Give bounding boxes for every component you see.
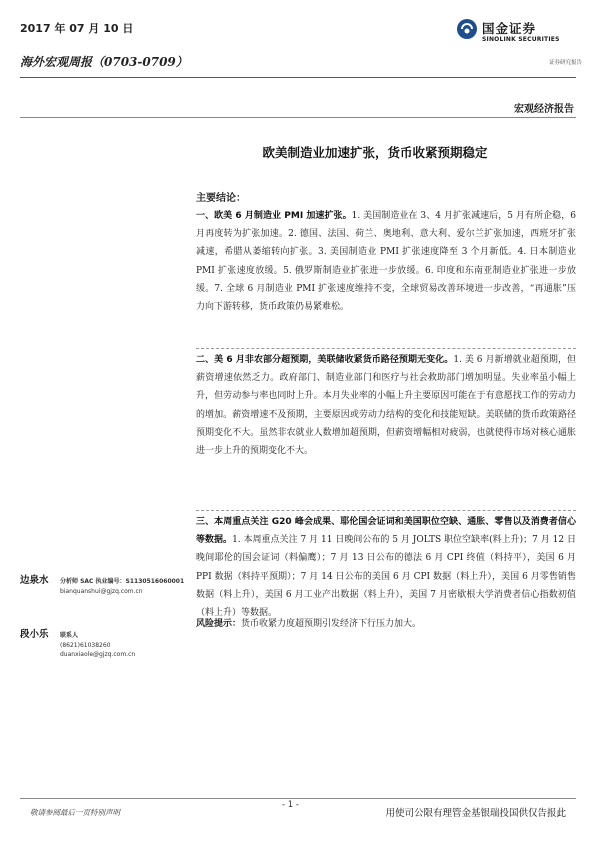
analyst-name: 段小乐 bbox=[20, 629, 49, 640]
risk-warning bbox=[196, 617, 576, 631]
analyst-email[interactable]: duanxiaole@gjzq.com.cn bbox=[60, 651, 136, 658]
point-heading: 三、本周重点关注 G20 峰会成果、耶伦国会证词和美国职位空缺、通胀、零售以及消费者信心等数据。 bbox=[196, 517, 576, 546]
company-logo bbox=[456, 18, 582, 66]
point-divider bbox=[196, 348, 576, 349]
sinolink-logo-icon bbox=[456, 18, 478, 40]
point-heading: 一、欧美 6 月制造业 PMI 加速扩张。 bbox=[196, 211, 352, 221]
report-category: 宏观经济报告 bbox=[514, 104, 574, 115]
analyst-role: 联系人 bbox=[60, 632, 79, 639]
footer-usage-note: 用使司公限有理管金基银瑞投国供仅告报此 bbox=[385, 808, 566, 819]
risk-label: 风险提示： bbox=[196, 619, 242, 629]
page-number: - 1 - bbox=[282, 800, 299, 810]
analyst-role: 分析师 SAC 执业编号：S1130516060001 bbox=[60, 578, 185, 585]
point-body: 1. 本周重点关注 7 月 11 日晚间公布的 5 月 JOLTS 职位空缺率(料上升)；7 月 12 日晚间耶伦的国会证词（料偏鹰）；7 月 13 日公布的德法 6 月 CPI 终值（料持平），美国 6 月 PPI 数据（料持平预期）；7 月 14 日公布的美国 6 月 CPI 数据（料上升），美国 6 月零售销售数据（料上升），美国 6 月工业产出数据（料上升），美国 7 月密歇根大学消费者信心指数初值（料上升）等数据。 bbox=[196, 535, 576, 619]
logo-name-cn: 国金证券 bbox=[482, 21, 537, 36]
summary-point-3 bbox=[196, 513, 576, 622]
logo-name-en: SINOLINK SECURITIES bbox=[482, 36, 560, 43]
analyst-phone: (8621)61038260 bbox=[60, 641, 111, 649]
point-body: 1. 美 6 月新增就业超预期，但薪资增速依然乏力。政府部门、制造业部门和医疗与社会救助部门增加明显。失业率虽小幅上升，但劳动参与率也同时上升。本月失业率的小幅上升主要原因可能在于有意愿找工作的劳动力的增加。薪资增速不及预期，主要原因或劳动力结构的变化和技能短缺。美联储的货币政策路径预期变化不大。虽然非农就业人数增加超预期，但薪资增幅相对疲弱，也就使得市场对核心通胀进一步上升的预期变化不大。 bbox=[196, 355, 577, 457]
report-title: 欧美制造业加速扩张，货币收紧预期稳定 bbox=[262, 145, 488, 160]
point-body: 1. 美国制造业在 3、4 月扩张减速后，5 月有所企稳，6 月再度转为扩张加速。2. 德国、法国、荷兰、奥地利、意大利、爱尔兰扩张加速，西班牙扩张减速，希腊从萎缩转向扩张。3. 美国制造业 PMI 扩张速度降至 3 个月新低。4. 日本制造业 PMI 扩张速度放缓。5. 俄罗斯制造业扩张进一步放缓。6. 印度和东南亚制造业扩张进一步放缓。7. 全球 6 月制造业 PMI 扩张速度维持不变，全球贸易改善环境进一步改善，“再通胀”压力向下游转移，货币政策仍易紧难松。 bbox=[196, 211, 576, 313]
report-date: 2017 年 07 月 10 日 bbox=[20, 22, 134, 35]
summary-point-1 bbox=[196, 207, 576, 316]
point-divider bbox=[196, 510, 576, 511]
report-name: 海外宏观周报（0703-0709） bbox=[20, 55, 188, 69]
analyst-email[interactable]: bianquanshui@gjzq.com.cn bbox=[60, 587, 143, 595]
risk-text: 货币收紧力度超预期引发经济下行压力加大。 bbox=[241, 619, 422, 629]
header-rule bbox=[20, 77, 576, 78]
summary-point-2 bbox=[196, 351, 576, 460]
analyst-name: 边泉水 bbox=[20, 575, 49, 586]
category-rule bbox=[20, 117, 576, 118]
summary-label: 主要结论： bbox=[196, 193, 246, 204]
point-heading: 二、美 6 月非农部分超预期，美联储收紧货币路径预期无变化。 bbox=[196, 355, 454, 365]
footer-rule bbox=[20, 798, 576, 799]
logo-subtitle: 证券研究报告 bbox=[548, 60, 582, 66]
footer-disclaimer: 敬请参阅最后一页特别声明 bbox=[30, 808, 120, 817]
